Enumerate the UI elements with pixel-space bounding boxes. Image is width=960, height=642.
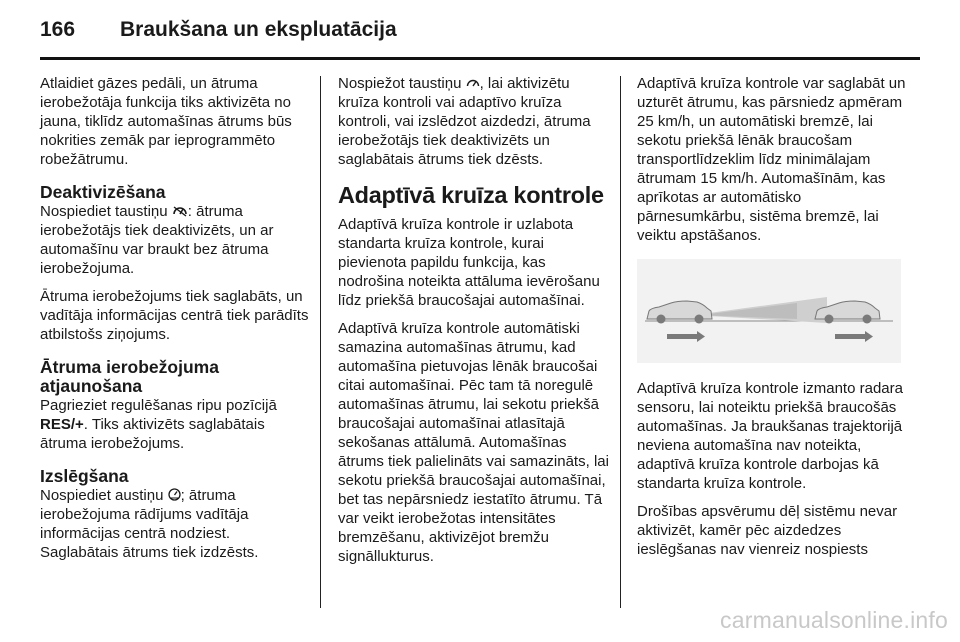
header-rule bbox=[40, 57, 920, 60]
section-heading-acc: Adaptīvā kruīza kontrole bbox=[338, 182, 604, 208]
paragraph: Pagrieziet regulēšanas ripu pozīcijā RES/+. Tiks aktivizēts saglabātais ātruma ierobežojums. bbox=[40, 397, 277, 452]
paragraph: Nospiežot taustiņu , lai aktivizētu kruīza kontroli vai adaptīvo kruīza kontroli, vai izslēdzot aizdedzi, ātruma ierobežotājs tiek deaktivizēts un saglabātais ātrums tiek dzēsts. bbox=[338, 75, 591, 168]
section-heading-off: Izslēgšana bbox=[40, 466, 129, 486]
column-middle bbox=[338, 74, 610, 575]
column-left bbox=[40, 74, 312, 571]
paragraph: Adaptīvā kruīza kontrole var saglabāt un uzturēt ātrumu, kas pārsniedz apmēram 25 km/h, un automātiski bremzē, lai sekotu priekšā lēnāk braucošam transportlīdzeklim līdz minimālajam ātrumam 15 km/h. Automašīnām, kas aprīkotas ar automātisko pārnesumkārbu, sistēma bremzē, lai veiktu apstāšanos. bbox=[637, 75, 906, 244]
paragraph: Atlaidiet gāzes pedāli, un ātruma ierobežotāja funkcija tiks aktivizēta no jauna, tiklīdz automašīnas ātrums būs nokrities zemāk par ieprogrammēto robežātrumu. bbox=[40, 75, 292, 168]
acc-radar-illustration bbox=[637, 259, 901, 363]
paragraph: Adaptīvā kruīza kontrole automātiski samazina automašīnas ātrumu, kad automašīna pietuvojas lēnāk braucošai citai automašīnai. Pēc tam tā noregulē automašīnas ātrumu, lai sekotu priekšā braucošajai automašīnai atlasītajā sekošanas attālumā. Automašīnas ātrums tiek palielināts vai samazināts, lai sekotu priekšā braucošajai automašīnai, bet tas nepārsniedz iestatīto ātrumu. Tā var veikt ierobežotas intensitātes bremzēšanu, aktivizējot bremžu signāllukturus. bbox=[338, 320, 609, 565]
paragraph: Drošības apsvērumu dēļ sistēmu nevar aktivizēt, kamēr pēc aizdedzes ieslēgšanas nav vienreiz nospiests bbox=[637, 503, 898, 558]
paragraph: Nospiediet taustiņu : ātruma ierobežotājs tiek deaktivizēts, un ar automašīnu var braukt bez ātruma ierobežojuma. bbox=[40, 203, 274, 277]
column-separator bbox=[620, 76, 621, 608]
section-heading-deactivate: Deaktivizēšana bbox=[40, 182, 166, 202]
speed-limiter-off-icon bbox=[172, 205, 188, 217]
res-plus-label: RES/+ bbox=[40, 416, 84, 433]
watermark: carmanualsonline.info bbox=[720, 607, 948, 633]
paragraph: Nospiediet austiņu ; ātruma ierobežojuma rādījums vadītāja informācijas centrā nodziest. Saglabātais ātrums tiek izdzēsts. bbox=[40, 487, 259, 561]
page-header bbox=[40, 14, 920, 54]
paragraph: Adaptīvā kruīza kontrole ir uzlabota standarta kruīza kontrole, kurai pievienota papildu funkcija, kas nodrošina noteikta attāluma ievērošanu līdz priekšā braucošajai automašīnai. bbox=[338, 216, 600, 309]
speed-limiter-icon bbox=[168, 488, 181, 501]
column-separator bbox=[320, 76, 321, 608]
section-heading-resume: Ātruma ierobežojuma atjaunošana bbox=[40, 357, 219, 396]
cruise-control-icon bbox=[466, 77, 480, 89]
column-right bbox=[637, 74, 913, 568]
page-number: 166 bbox=[40, 18, 76, 41]
chapter-title: Braukšana un ekspluatācija bbox=[120, 18, 397, 41]
paragraph: Adaptīvā kruīza kontrole izmanto radara sensoru, lai noteiktu priekšā braucošās automašīnas. Ja braukšanas trajektorijā neviena automašīna nav noteikta, adaptīvā kruīza kontrole darbojas kā standarta kruīza kontrole. bbox=[637, 380, 903, 492]
paragraph: Ātruma ierobežojums tiek saglabāts, un vadītāja informācijas centrā tiek parādīts atbilstošs ziņojums. bbox=[40, 288, 309, 343]
